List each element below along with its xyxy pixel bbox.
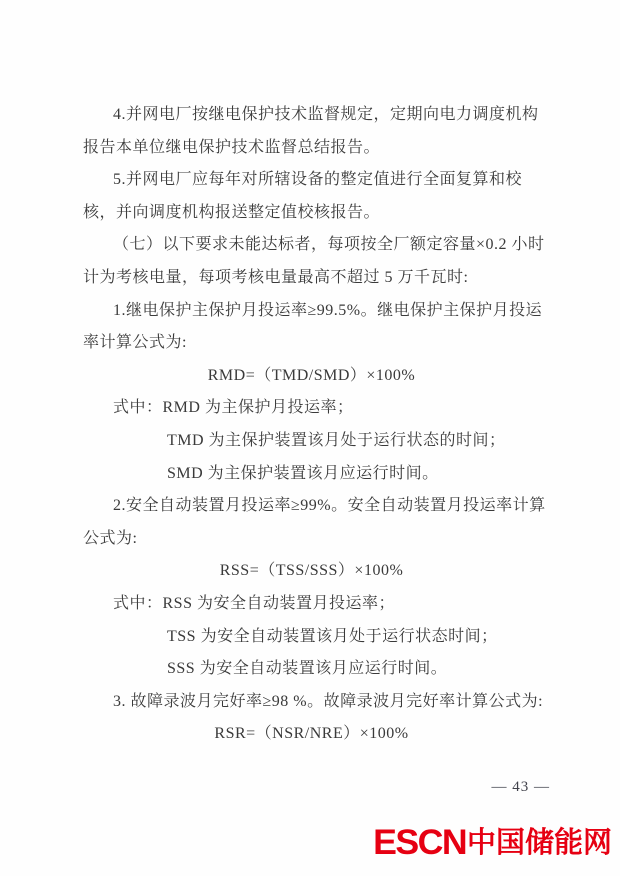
- document-line: 核，并向调度机构报送整定值校核报告。: [83, 203, 381, 221]
- document-line: （七）以下要求未能达标者，每项按全厂额定容量×0.2 小时: [113, 236, 545, 254]
- document-line: 式中：RSS 为安全自动装置月投运率；: [113, 594, 395, 612]
- document-line: 4.并网电厂按继电保护技术监督规定，定期向电力调度机构: [113, 106, 539, 123]
- escn-logo: [374, 824, 612, 862]
- page-number: — 43 —: [491, 779, 550, 795]
- document-line: SSS 为安全自动装置该月应运行时间。: [167, 660, 448, 678]
- document-body: [83, 99, 546, 751]
- formula-line: RMD=（TMD/SMD）×100%: [207, 366, 416, 384]
- document-line: 率计算公式为:: [83, 334, 187, 352]
- document-line: 1.继电保护主保护月投运率≥99.5%。继电保护主保护月投运: [113, 301, 543, 319]
- document-line: 2.安全自动装置月投运率≥99%。安全自动装置月投运率计算: [113, 497, 546, 515]
- formula-line: RSS=（TSS/SSS）×100%: [219, 562, 404, 580]
- document-line: 公式为:: [83, 529, 138, 547]
- escn-logo-latin: ESCN: [372, 823, 466, 862]
- document-line: 报告本单位继电保护技术监督总结报告。: [83, 138, 381, 156]
- document-line: 3. 故障录波月完好率≥98 %。故障录波月完好率计算公式为:: [113, 692, 544, 710]
- formula-line: RSR=（NSR/NRE）×100%: [214, 725, 409, 743]
- document-line: 5.并网电厂应每年对所辖设备的整定值进行全面复算和校: [113, 171, 523, 189]
- document-line: 式中：RMD 为主保护月投运率；: [113, 399, 354, 417]
- document-line: SMD 为主保护装置该月应运行时间。: [167, 464, 439, 482]
- document-line: TSS 为安全自动装置该月处于运行状态时间；: [167, 627, 498, 645]
- document-line: TMD 为主保护装置该月处于运行状态的时间；: [167, 431, 506, 449]
- escn-logo-chinese: 中国储能网: [466, 827, 612, 859]
- document-line: 计为考核电量，每项考核电量最高不超过 5 万千瓦时:: [83, 268, 469, 286]
